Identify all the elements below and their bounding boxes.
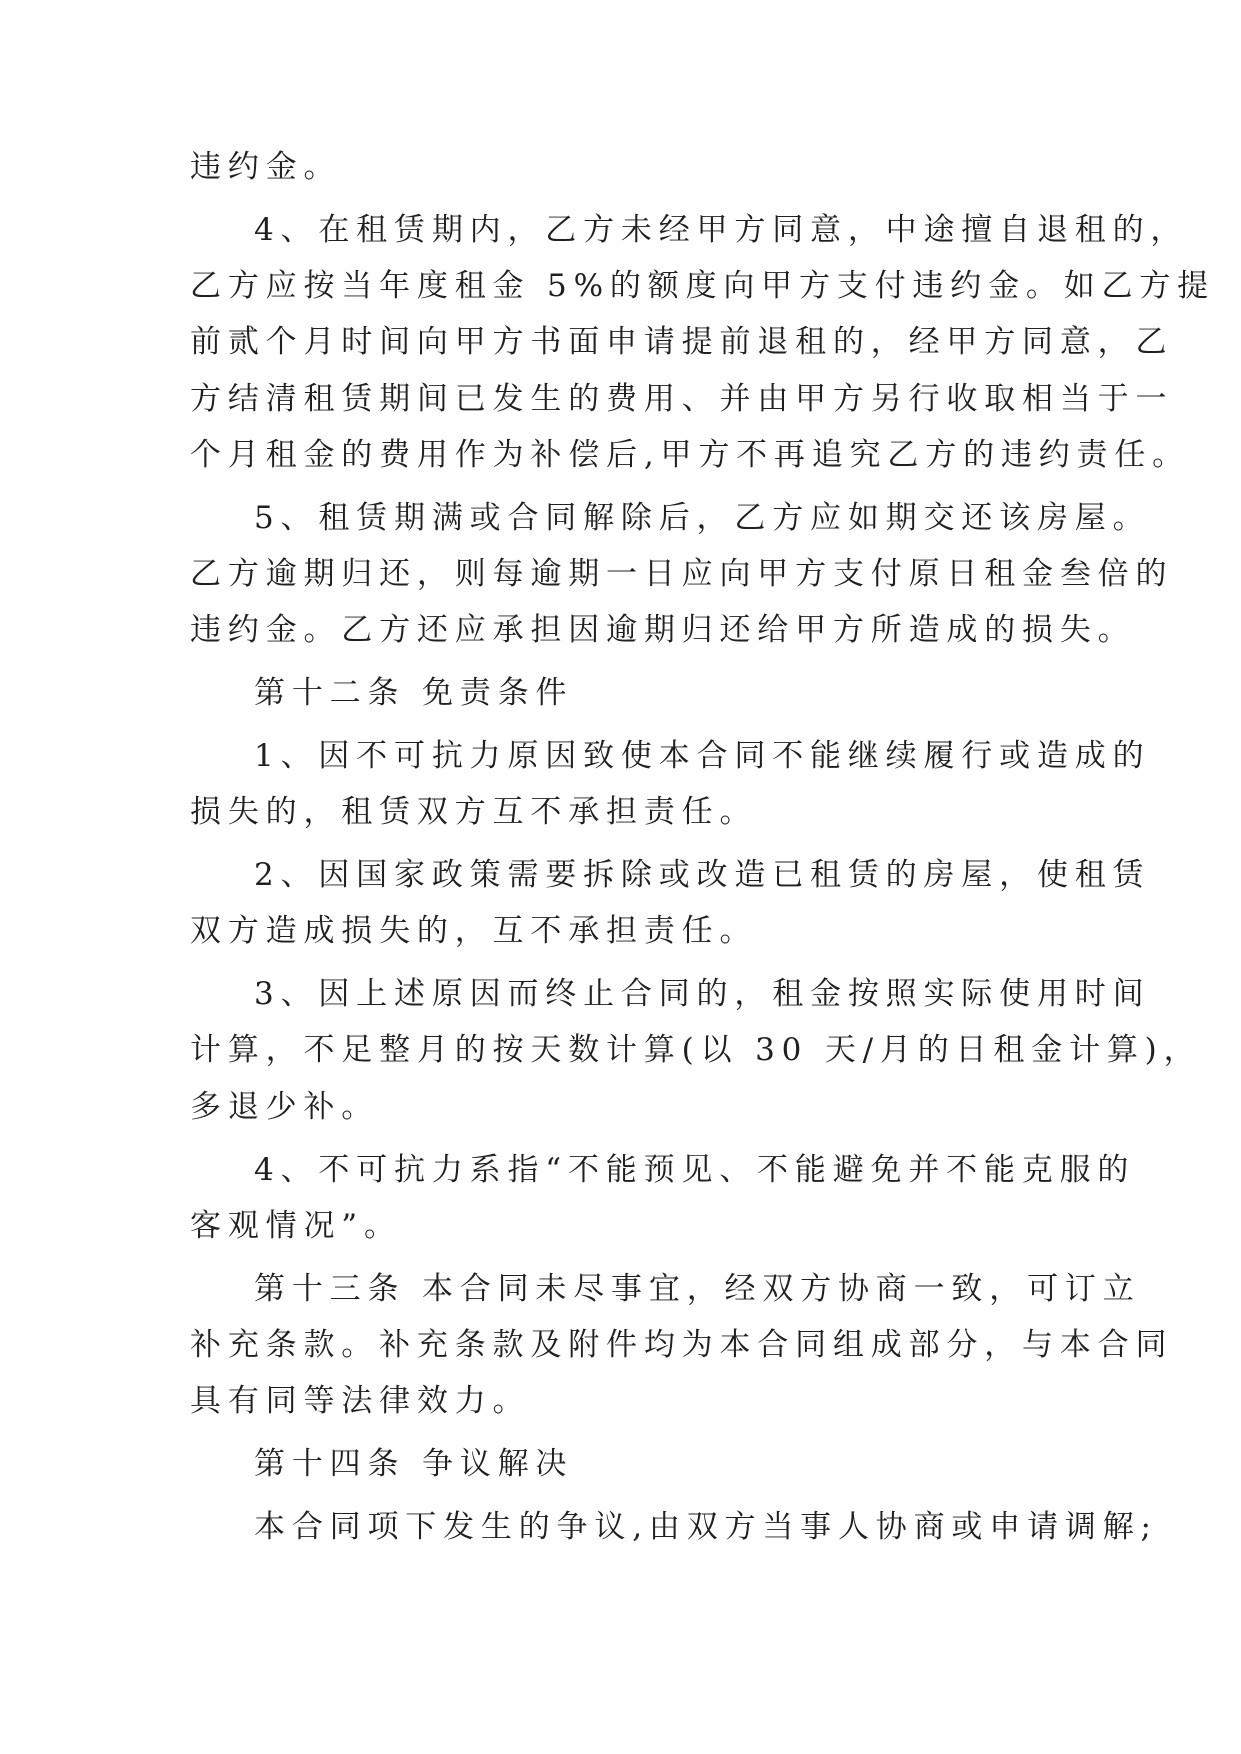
clause-11-3-end-line: 违约金。 [190, 149, 342, 185]
clause-11-4-line-4: 方结清租赁期间已发生的费用、并由甲方另行收取相当于一 [190, 381, 1174, 417]
clause-12-2-line-2: 双方造成损失的，互不承担责任。 [190, 913, 758, 949]
clause-12-4-line-2: 客观情况”。 [190, 1208, 402, 1244]
clause-11-4-line-3: 前贰个月时间向甲方书面申请提前退租的，经甲方同意，乙 [190, 324, 1174, 360]
clause-12-3-line-3: 多退少补。 [190, 1089, 380, 1125]
clause-11-5-line-2: 乙方逾期归还，则每逾期一日应向甲方支付原日租金叁倍的 [190, 556, 1174, 592]
clause-12-1-line-1: 1、因不可抗力原因致使本合同不能继续履行或造成的 [254, 738, 1151, 774]
clause-12-4-line-1: 4、不可抗力系指“不能预见、不能避免并不能克服的 [254, 1152, 1136, 1188]
article-13-line-2: 补充条款。补充条款及附件均为本合同组成部分，与本合同 [190, 1327, 1174, 1363]
clause-12-1-line-2: 损失的，租赁双方互不承担责任。 [190, 794, 758, 830]
clause-11-5-line-1: 5、租赁期满或合同解除后，乙方应如期交还该房屋。 [254, 500, 1151, 536]
article-13-line-1: 第十三条 本合同未尽事宜，经双方协商一致，可订立 [254, 1271, 1141, 1307]
article-12-heading: 第十二条 免责条件 [254, 675, 574, 711]
clause-12-3-line-1: 3、因上述原因而终止合同的，租金按照实际使用时间 [254, 976, 1151, 1012]
clause-11-4-line-1: 4、在租赁期内，乙方未经甲方同意，中途擅自退租的， [254, 212, 1189, 248]
clause-12-3-line-2: 计算，不足整月的按天数计算(以 30 天/月的日租金计算)， [190, 1032, 1202, 1068]
clause-12-2-line-1: 2、因国家政策需要拆除或改造已租赁的房屋，使租赁 [254, 857, 1151, 893]
clause-11-5-line-3: 违约金。乙方还应承担因逾期归还给甲方所造成的损失。 [190, 612, 1136, 648]
clause-11-4-line-2: 乙方应按当年度租金 5%的额度向甲方支付违约金。如乙方提 [190, 268, 1215, 304]
article-14-line-1: 本合同项下发生的争议,由双方当事人协商或申请调解; [254, 1509, 1158, 1545]
article-13-line-3: 具有同等法律效力。 [190, 1383, 531, 1419]
article-14-heading: 第十四条 争议解决 [254, 1446, 574, 1482]
clause-11-4-line-5: 个月租金的费用作为补偿后,甲方不再追究乙方的违约责任。 [190, 437, 1190, 473]
